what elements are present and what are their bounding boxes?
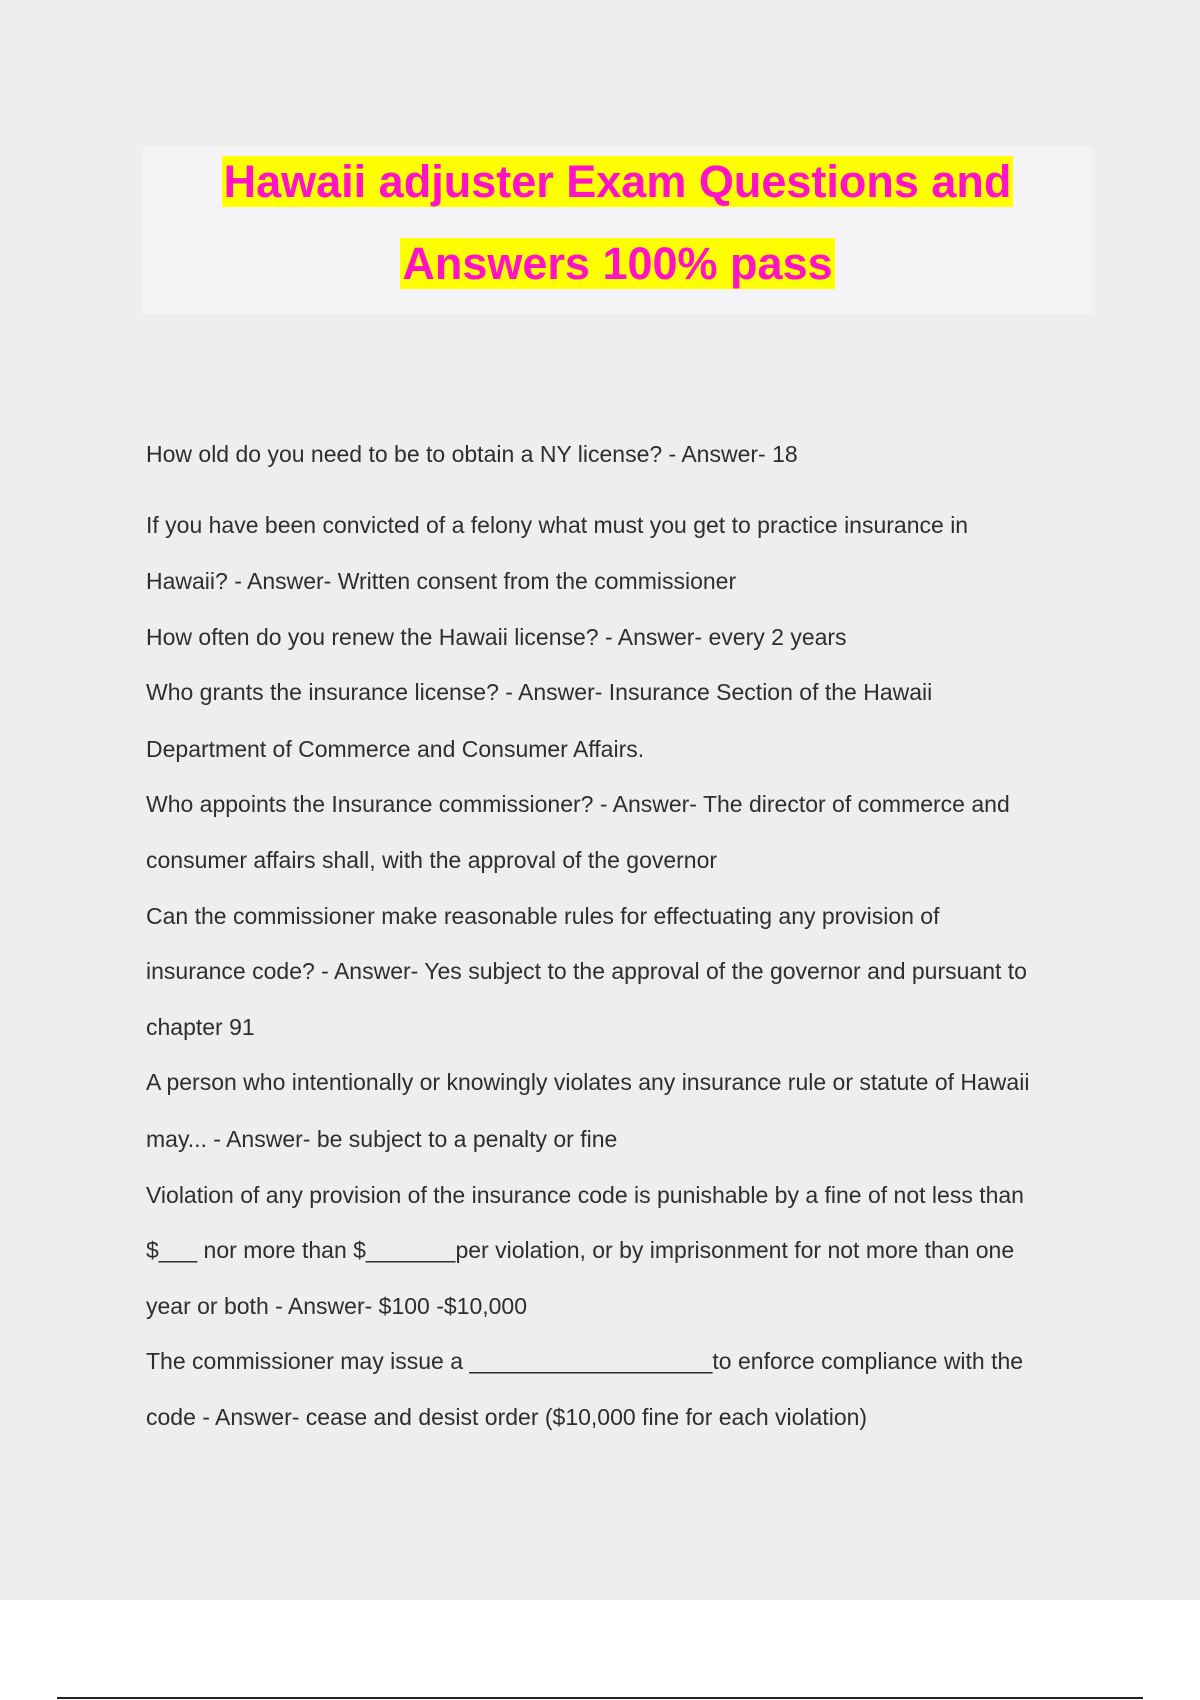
- qa-line: may... - Answer- be subject to a penalty or fine: [146, 1126, 618, 1152]
- document-title-line-2: Answers 100% pass: [402, 238, 833, 289]
- document-title-line-1: Hawaii adjuster Exam Questions and: [223, 156, 1012, 207]
- qa-line: How old do you need to be to obtain a NY license? - Answer- 18: [146, 441, 798, 467]
- qa-line: If you have been convicted of a felony what must you get to practice insurance in: [146, 512, 969, 538]
- page-divider: [57, 1697, 1143, 1699]
- qa-line: Can the commissioner make reasonable rules for effectuating any provision of: [146, 903, 940, 929]
- qa-line: $___ nor more than $_______per violation, or by imprisonment for not more than one: [146, 1237, 1015, 1263]
- title-block: [143, 146, 1092, 314]
- qa-line: Violation of any provision of the insurance code is punishable by a fine of not less than: [146, 1182, 1024, 1208]
- qa-line: year or both - Answer- $100 -$10,000: [146, 1293, 528, 1319]
- qa-line: insurance code? - Answer- Yes subject to the approval of the governor and pursuant to: [146, 958, 1027, 984]
- qa-line: Hawaii? - Answer- Written consent from the commissioner: [146, 568, 737, 594]
- qa-line: consumer affairs shall, with the approval of the governor: [146, 847, 718, 873]
- qa-line: Department of Commerce and Consumer Affairs.: [146, 736, 645, 762]
- qa-line: The commissioner may issue a ___________________to enforce compliance with the: [146, 1348, 1024, 1374]
- qa-line: Who grants the insurance license? - Answer- Insurance Section of the Hawaii: [146, 679, 933, 705]
- qa-line: Who appoints the Insurance commissioner? - Answer- The director of commerce and: [146, 791, 1010, 817]
- qa-line: A person who intentionally or knowingly violates any insurance rule or statute of Hawaii: [146, 1069, 1030, 1095]
- qa-line: code - Answer- cease and desist order ($10,000 fine for each violation): [146, 1404, 868, 1430]
- qa-line: chapter 91: [146, 1014, 255, 1040]
- qa-line: How often do you renew the Hawaii license? - Answer- every 2 years: [146, 624, 847, 650]
